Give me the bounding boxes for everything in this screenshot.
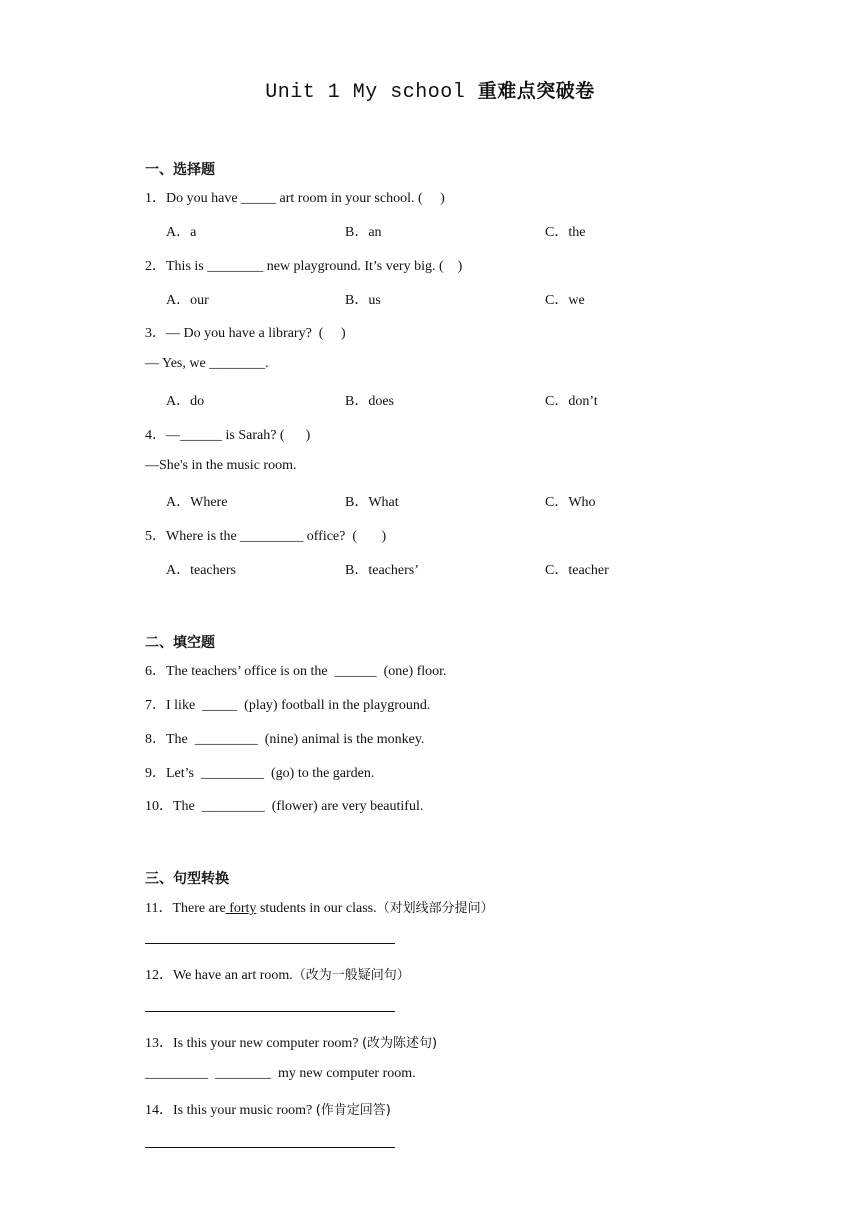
title-chinese: 重难点突破卷 <box>477 80 595 102</box>
q3-option-b: B．does <box>345 394 394 409</box>
question-1: 1．Do you have _____ art room in your school. ( ) <box>145 191 445 206</box>
q13-instruction: (改为陈述句) <box>361 1036 438 1051</box>
q5-option-c: C．teacher <box>545 563 609 578</box>
q11-answer-line <box>145 943 395 944</box>
question-7: 7．I like _____ (play) football in the playground. <box>145 698 431 713</box>
question-11 <box>145 897 494 917</box>
question-3: 3．— Do you have a library? ( ) <box>145 326 346 341</box>
q11-text-end: students in our class. <box>256 901 377 916</box>
section-heading-fill-in: 二、填空题 <box>145 635 215 651</box>
question-3-reply: — Yes, we ________. <box>145 356 269 371</box>
q11-text-start: 11．There are <box>145 901 226 916</box>
q14-instruction: (作肯定回答) <box>315 1103 391 1118</box>
question-4-reply: —She's in the music room. <box>145 458 297 473</box>
q1-option-b: B．an <box>345 225 382 240</box>
q4-option-a: A．Where <box>166 495 228 510</box>
q12-text: 12．We have an art room. <box>145 968 293 983</box>
q11-instruction: （对划线部分提问） <box>376 901 494 916</box>
q5-option-a: A．teachers <box>166 563 236 578</box>
question-9: 9．Let’s _________ (go) to the garden. <box>145 766 375 781</box>
q12-answer-line <box>145 1011 395 1012</box>
question-12 <box>145 964 410 984</box>
question-4: 4．—______ is Sarah? ( ) <box>145 428 311 443</box>
question-14 <box>145 1099 391 1119</box>
q14-answer-line <box>145 1147 395 1148</box>
page-title <box>0 76 860 104</box>
q12-instruction: （改为一般疑问句） <box>292 968 410 983</box>
question-10: 10．The _________ (flower) are very beautiful. <box>145 799 424 814</box>
section-heading-choice: 一、选择题 <box>145 162 215 178</box>
q2-option-c: C．we <box>545 293 585 308</box>
title-english: Unit 1 My school <box>265 81 478 104</box>
q1-option-c: C．the <box>545 225 586 240</box>
q13-text: 13．Is this your new computer room? <box>145 1036 362 1051</box>
q3-option-a: A．do <box>166 394 205 409</box>
question-2: 2．This is ________ new playground. It’s very big. ( ) <box>145 259 463 274</box>
section-heading-transform: 三、句型转换 <box>145 871 229 887</box>
q2-option-b: B．us <box>345 293 381 308</box>
q2-option-a: A．our <box>166 293 209 308</box>
q1-option-a: A．a <box>166 225 197 240</box>
q4-option-b: B．What <box>345 495 399 510</box>
q3-option-c: C．don’t <box>545 394 598 409</box>
q4-option-c: C．Who <box>545 495 596 510</box>
q14-text: 14．Is this your music room? <box>145 1103 316 1118</box>
question-13 <box>145 1032 437 1052</box>
q13-answer-line: _________ ________ my new computer room. <box>145 1066 416 1081</box>
q5-option-b: B．teachers’ <box>345 563 419 578</box>
question-8: 8．The _________ (nine) animal is the monkey. <box>145 732 425 747</box>
question-6: 6．The teachers’ office is on the ______ (one) floor. <box>145 664 447 679</box>
question-5: 5．Where is the _________ office? ( ) <box>145 529 387 544</box>
q11-underlined-word: forty <box>225 901 257 916</box>
